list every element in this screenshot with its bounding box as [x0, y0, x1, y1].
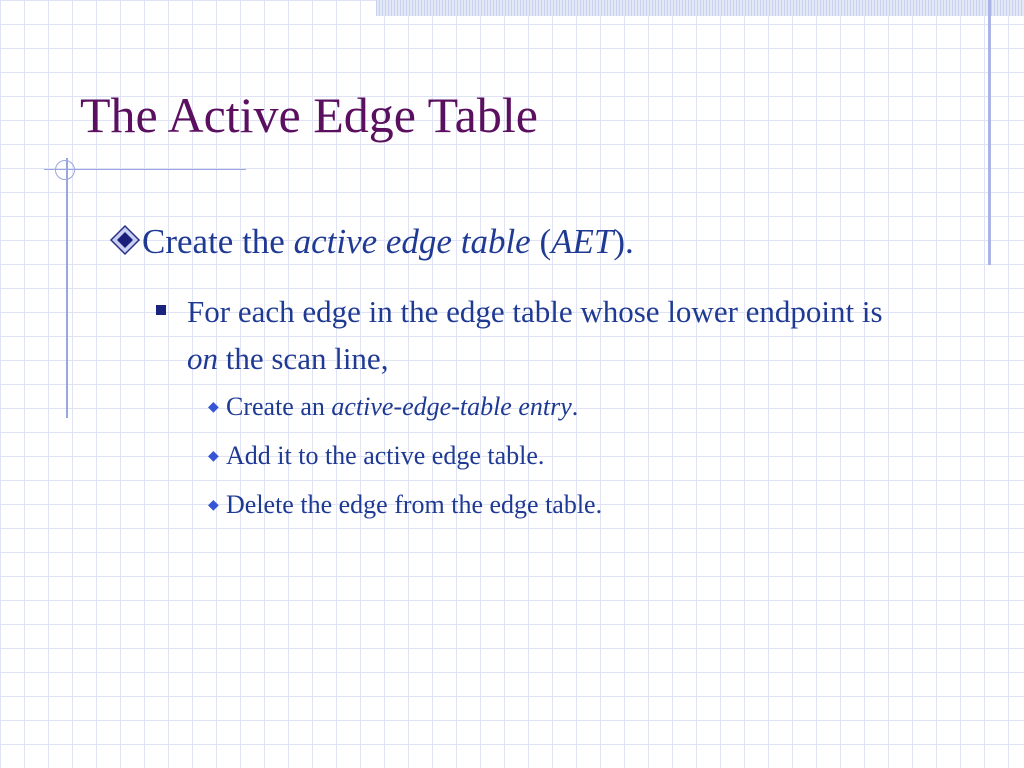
bullet-level1 [108, 222, 634, 262]
sub-bullet-emphasis: active-edge-table entry [331, 392, 572, 421]
sub-bullet-text-b: . [571, 392, 579, 421]
left-vertical-rule [66, 158, 68, 418]
bullet1-text-a: Create the [142, 222, 294, 261]
crosshair-circle-icon [55, 160, 75, 180]
bullet-level3-item [208, 490, 602, 520]
bullet-level3-item [208, 392, 578, 422]
bullet1-text-b: ( [530, 222, 552, 261]
bullet2-emphasis: on [187, 341, 218, 376]
right-vertical-rule [988, 0, 991, 265]
small-diamond-bullet-icon: ◆ [208, 449, 219, 464]
small-diamond-bullet-icon: ◆ [208, 400, 219, 415]
bullet2-text-a: For each edge in the edge table whose lower endpoint is [187, 294, 883, 329]
sub-bullet-text-a: Create an [226, 392, 332, 421]
bullet2-text [187, 288, 896, 382]
bullet-level3-item [208, 441, 544, 471]
square-bullet-icon [156, 305, 166, 315]
bullet-level2 [156, 288, 896, 382]
diamond-bullet-icon [108, 223, 142, 257]
bullet1-emphasis-a: active edge table [293, 222, 531, 261]
top-decorative-band [376, 0, 1024, 16]
sub-bullet-text: Add it to the active edge table. [226, 441, 545, 470]
slide-title: The Active Edge Table [80, 87, 538, 143]
bullet1-emphasis-b: AET [551, 222, 614, 261]
bullet1-text-c: ). [613, 222, 634, 261]
bullet2-text-b: the scan line, [218, 341, 389, 376]
small-diamond-bullet-icon: ◆ [208, 498, 219, 513]
sub-bullet-text: Delete the edge from the edge table. [226, 490, 603, 519]
